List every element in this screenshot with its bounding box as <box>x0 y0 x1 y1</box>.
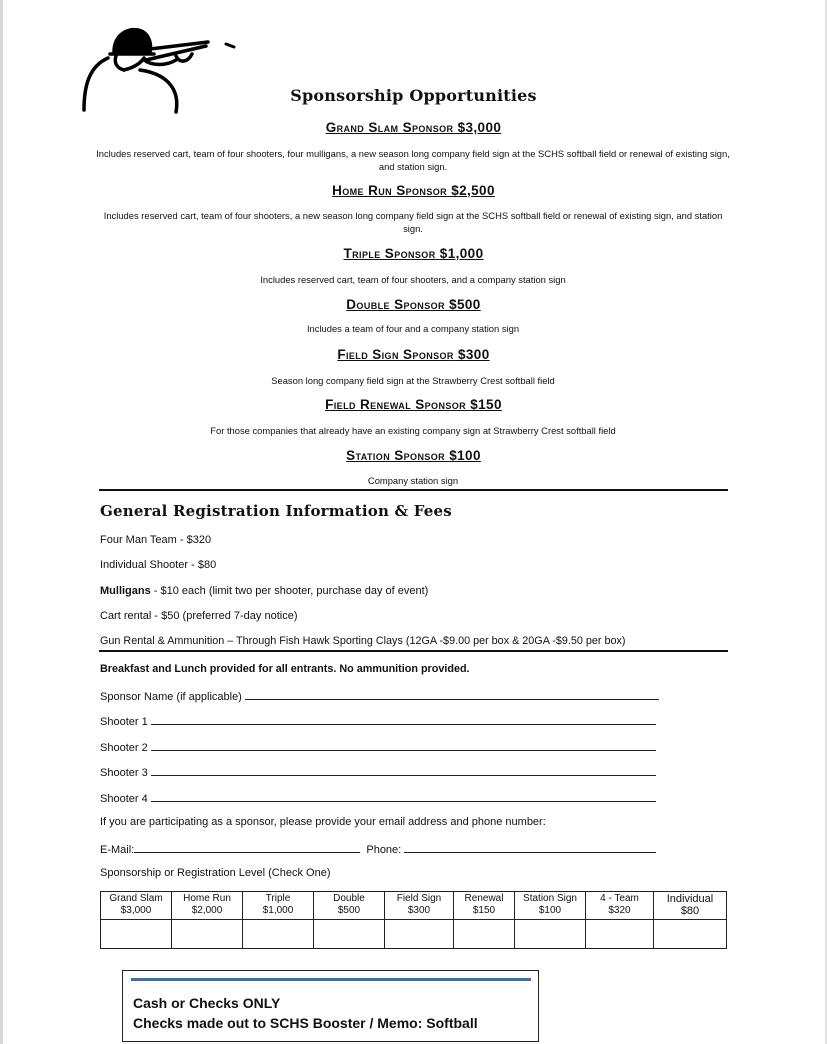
tier-description: Season long company field sign at the Strawberry Crest softball field <box>271 375 555 386</box>
meals-note: Breakfast and Lunch provided for all entrants. No ammunition provided. <box>100 663 470 675</box>
tier-heading: Triple Sponsor $1,000 <box>343 246 484 261</box>
email-field[interactable] <box>134 842 360 853</box>
tier-heading: Home Run Sponsor $2,500 <box>332 183 495 198</box>
shooter-3-field[interactable] <box>151 765 656 776</box>
tier-heading: Field Renewal Sponsor $150 <box>325 397 502 412</box>
fee-line: Four Man Team - $320 <box>100 534 212 546</box>
level-header: Double $500 <box>314 892 385 920</box>
contact-row: E-Mail: Phone: <box>100 842 656 856</box>
sponsor-contact-note: If you are participating as a sponsor, please provide your email address and phone number: <box>100 816 546 828</box>
accent-bar <box>131 978 531 981</box>
level-header: Individual $80 <box>654 892 727 920</box>
shooter-row: Shooter 4 <box>100 791 656 805</box>
payment-text: Cash or Checks ONLY Checks made out to SCHS Booster / Memo: Softball <box>133 995 478 1031</box>
level-label: Sponsorship or Registration Level (Check One) <box>100 867 331 879</box>
level-checkbox-cell[interactable] <box>654 920 727 949</box>
sponsor-name-row: Sponsor Name (if applicable) <box>100 689 659 703</box>
tier-heading: Field Sign Sponsor $300 <box>337 347 490 362</box>
tier-description: Includes reserved cart, team of four shooters, and a company station sign <box>260 274 566 285</box>
level-header: Field Sign $300 <box>385 892 454 920</box>
level-header: Home Run $2,000 <box>172 892 243 920</box>
level-checkbox-cell[interactable] <box>586 920 654 949</box>
level-checkbox-cell[interactable] <box>454 920 515 949</box>
fee-line: Mulligans - $10 each (limit two per shooter, purchase day of event) <box>100 585 429 597</box>
fee-line: Gun Rental & Ammunition – Through Fish Hawk Sporting Clays (12GA -$9.00 per box & 20GA -$9.50 per box) <box>100 635 626 647</box>
tier-description: Company station sign <box>367 475 459 486</box>
level-header: Grand Slam $3,000 <box>101 892 172 920</box>
page-edge <box>0 0 3 1044</box>
tier-heading: Station Sponsor $100 <box>346 448 481 463</box>
sponsor-name-field[interactable] <box>245 689 659 700</box>
shooter-4-field[interactable] <box>151 791 656 802</box>
section-divider <box>99 489 728 491</box>
fee-line: Cart rental - $50 (preferred 7-day notice) <box>100 610 298 622</box>
level-checkbox-cell[interactable] <box>172 920 243 949</box>
level-header: 4 - Team $320 <box>586 892 654 920</box>
payment-box <box>122 970 539 1042</box>
phone-field[interactable] <box>404 842 656 853</box>
level-header: Renewal $150 <box>454 892 515 920</box>
level-checkbox-cell[interactable] <box>515 920 586 949</box>
level-table <box>100 891 727 949</box>
section-divider <box>99 650 728 652</box>
tier-heading: Grand Slam Sponsor $3,000 <box>325 120 502 135</box>
level-header: Station Sign $100 <box>515 892 586 920</box>
section-title: General Registration Information & Fees <box>100 502 452 520</box>
shooter-row: Shooter 3 <box>100 765 656 779</box>
tier-description: For those companies that already have an existing company sign at Strawberry Crest softball field <box>210 425 616 436</box>
tier-heading: Double Sponsor $500 <box>346 297 481 312</box>
level-checkbox-cell[interactable] <box>101 920 172 949</box>
level-checkbox-cell[interactable] <box>385 920 454 949</box>
level-checkbox-cell[interactable] <box>314 920 385 949</box>
page-title: Sponsorship Opportunities <box>290 86 537 105</box>
tier-description: Includes reserved cart, team of four shooters, four mulligans, a new season long company field sign at the SCHS softball field or renewal of existing sign, and station sign. <box>96 148 730 172</box>
shooter-row: Shooter 1 <box>100 714 656 728</box>
shooter-row: Shooter 2 <box>100 740 656 754</box>
fee-line: Individual Shooter - $80 <box>100 559 217 571</box>
shooter-1-field[interactable] <box>151 714 656 725</box>
tier-description: Includes reserved cart, team of four shooters, a new season long company field sign at the SCHS softball field or renewal of existing sign, and station sign. <box>103 210 723 234</box>
mulligans-label: Mulligans <box>100 585 151 597</box>
shooter-2-field[interactable] <box>151 740 656 751</box>
tier-description: Includes a team of four and a company station sign <box>306 323 520 334</box>
level-checkbox-cell[interactable] <box>243 920 314 949</box>
level-header: Triple $1,000 <box>243 892 314 920</box>
